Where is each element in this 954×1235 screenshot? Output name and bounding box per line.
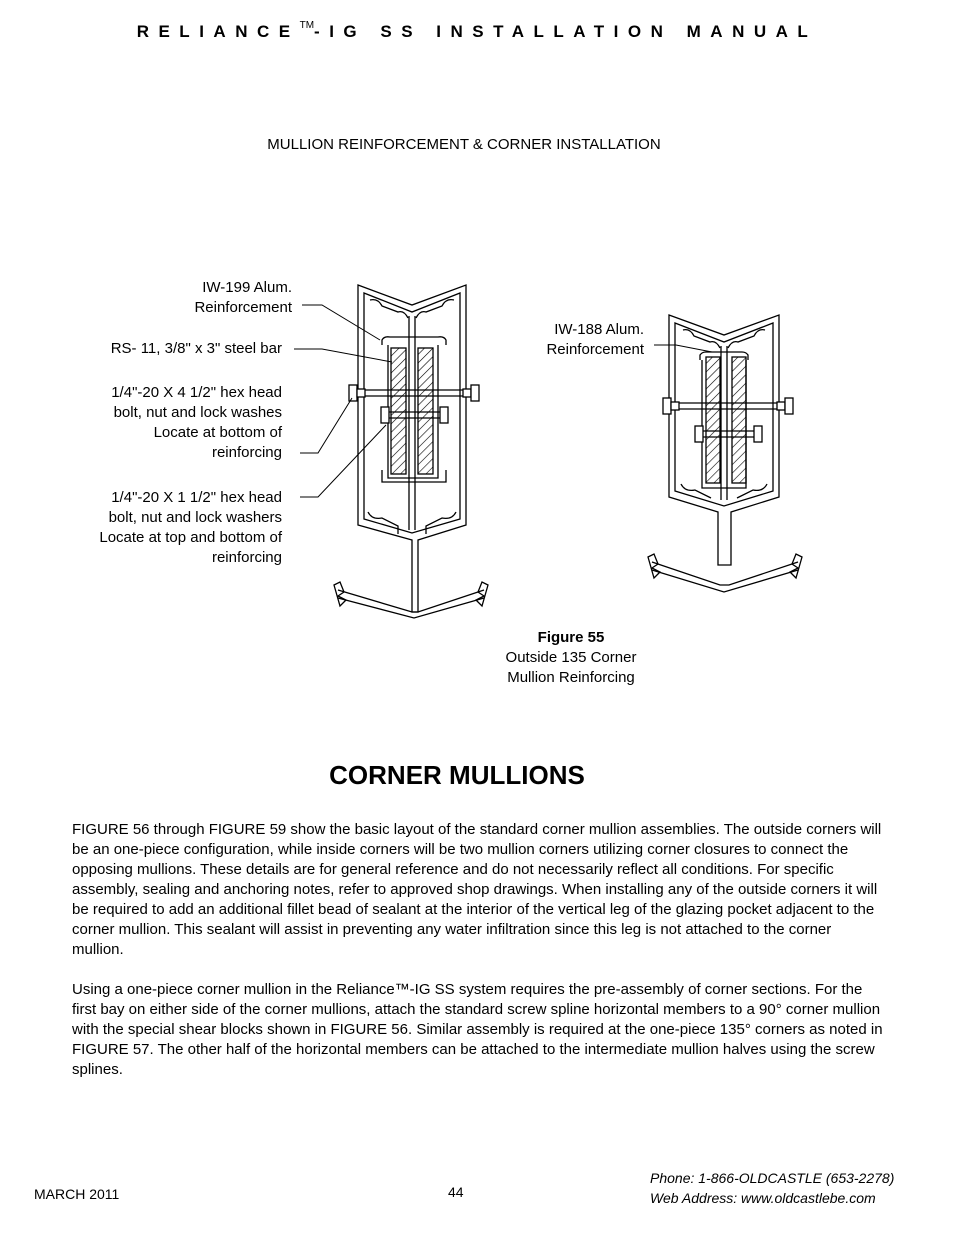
paragraph-2: Using a one-piece corner mullion in the Reliance™-IG SS system requires the pre-assembly of corner sections. For the first bay on either side of the corner mullions, attach the standard screw spline horizontal members to a 90° corner mullion with the special shear blocks shown in FIGURE 56. Similar assembly is required at the one-piece 135° corners as noted in FIGURE 57. The other half of the horizontal members can be attached to the intermediate mullion halves using the screw splines. — [72, 981, 883, 1078]
page-subtitle: MULLION REINFORCEMENT & CORNER INSTALLATION — [267, 136, 661, 153]
figure-caption-title: Figure 55 — [537, 629, 605, 646]
figure-caption-line: Mullion Reinforcing — [507, 669, 635, 686]
label-line: RS- 11, 3/8" x 3" steel bar — [110, 340, 282, 357]
footer-date: MARCH 2011 — [34, 1186, 120, 1202]
paragraph-1: FIGURE 56 through FIGURE 59 show the basic layout of the standard corner mullion assemblies. The outside corners will be an one-piece configuration, while inside corners will be two mullion corners utilizing corner closures to connect the opposing mullions. These details are for general reference and do not necessarily reflect all conditions. For specific assembly, sealing and anchoring notes, refer to approved shop drawings. When installing any of the outside corners it will be required to add an additional fillet bead of sealant at the interior of the vertical leg of the glazing pocket adjacent to the corner mullion. This sealant will assist in preventing any water infiltration since this leg is not attached to the corner mullion. — [72, 821, 882, 958]
label-line: Locate at bottom of — [153, 424, 282, 441]
header-title-left: RELIANCE — [136, 22, 300, 41]
label-iw199 — [150, 278, 292, 318]
label-line: bolt, nut and lock washes — [113, 404, 282, 421]
page-number: 44 — [448, 1184, 464, 1200]
label-bolt-long — [60, 383, 282, 463]
label-line: reinforcing — [211, 444, 282, 461]
trademark: TM — [299, 20, 315, 32]
footer-phone: Phone: 1-866-OLDCASTLE (653-2278) — [650, 1170, 895, 1186]
footer-contact — [650, 1168, 940, 1208]
label-line: IW-199 Alum. — [202, 279, 292, 296]
label-line: Reinforcement — [194, 299, 292, 316]
label-line: bolt, nut and lock washers — [108, 509, 282, 526]
header-title-right: -IG SS INSTALLATION MANUAL — [314, 22, 818, 41]
label-iw188 — [500, 320, 644, 360]
figure-caption-line: Outside 135 Corner — [505, 649, 637, 666]
figure-caption — [471, 628, 671, 688]
label-line: Reinforcement — [546, 341, 644, 358]
mullion-right — [648, 315, 802, 592]
label-line: IW-188 Alum. — [554, 321, 644, 338]
label-line: Locate at top and bottom of — [99, 529, 282, 546]
mullion-left — [334, 285, 488, 618]
label-line: 1/4"-20 X 4 1/2" hex head — [111, 384, 282, 401]
footer-web: Web Address: www.oldcastlebe.com — [650, 1190, 876, 1206]
label-bolt-short — [40, 488, 282, 568]
label-line: 1/4"-20 X 1 1/2" hex head — [111, 489, 282, 506]
section-heading: CORNER MULLIONS — [329, 760, 585, 790]
label-rs11 — [60, 339, 282, 359]
label-line: reinforcing — [211, 549, 282, 566]
